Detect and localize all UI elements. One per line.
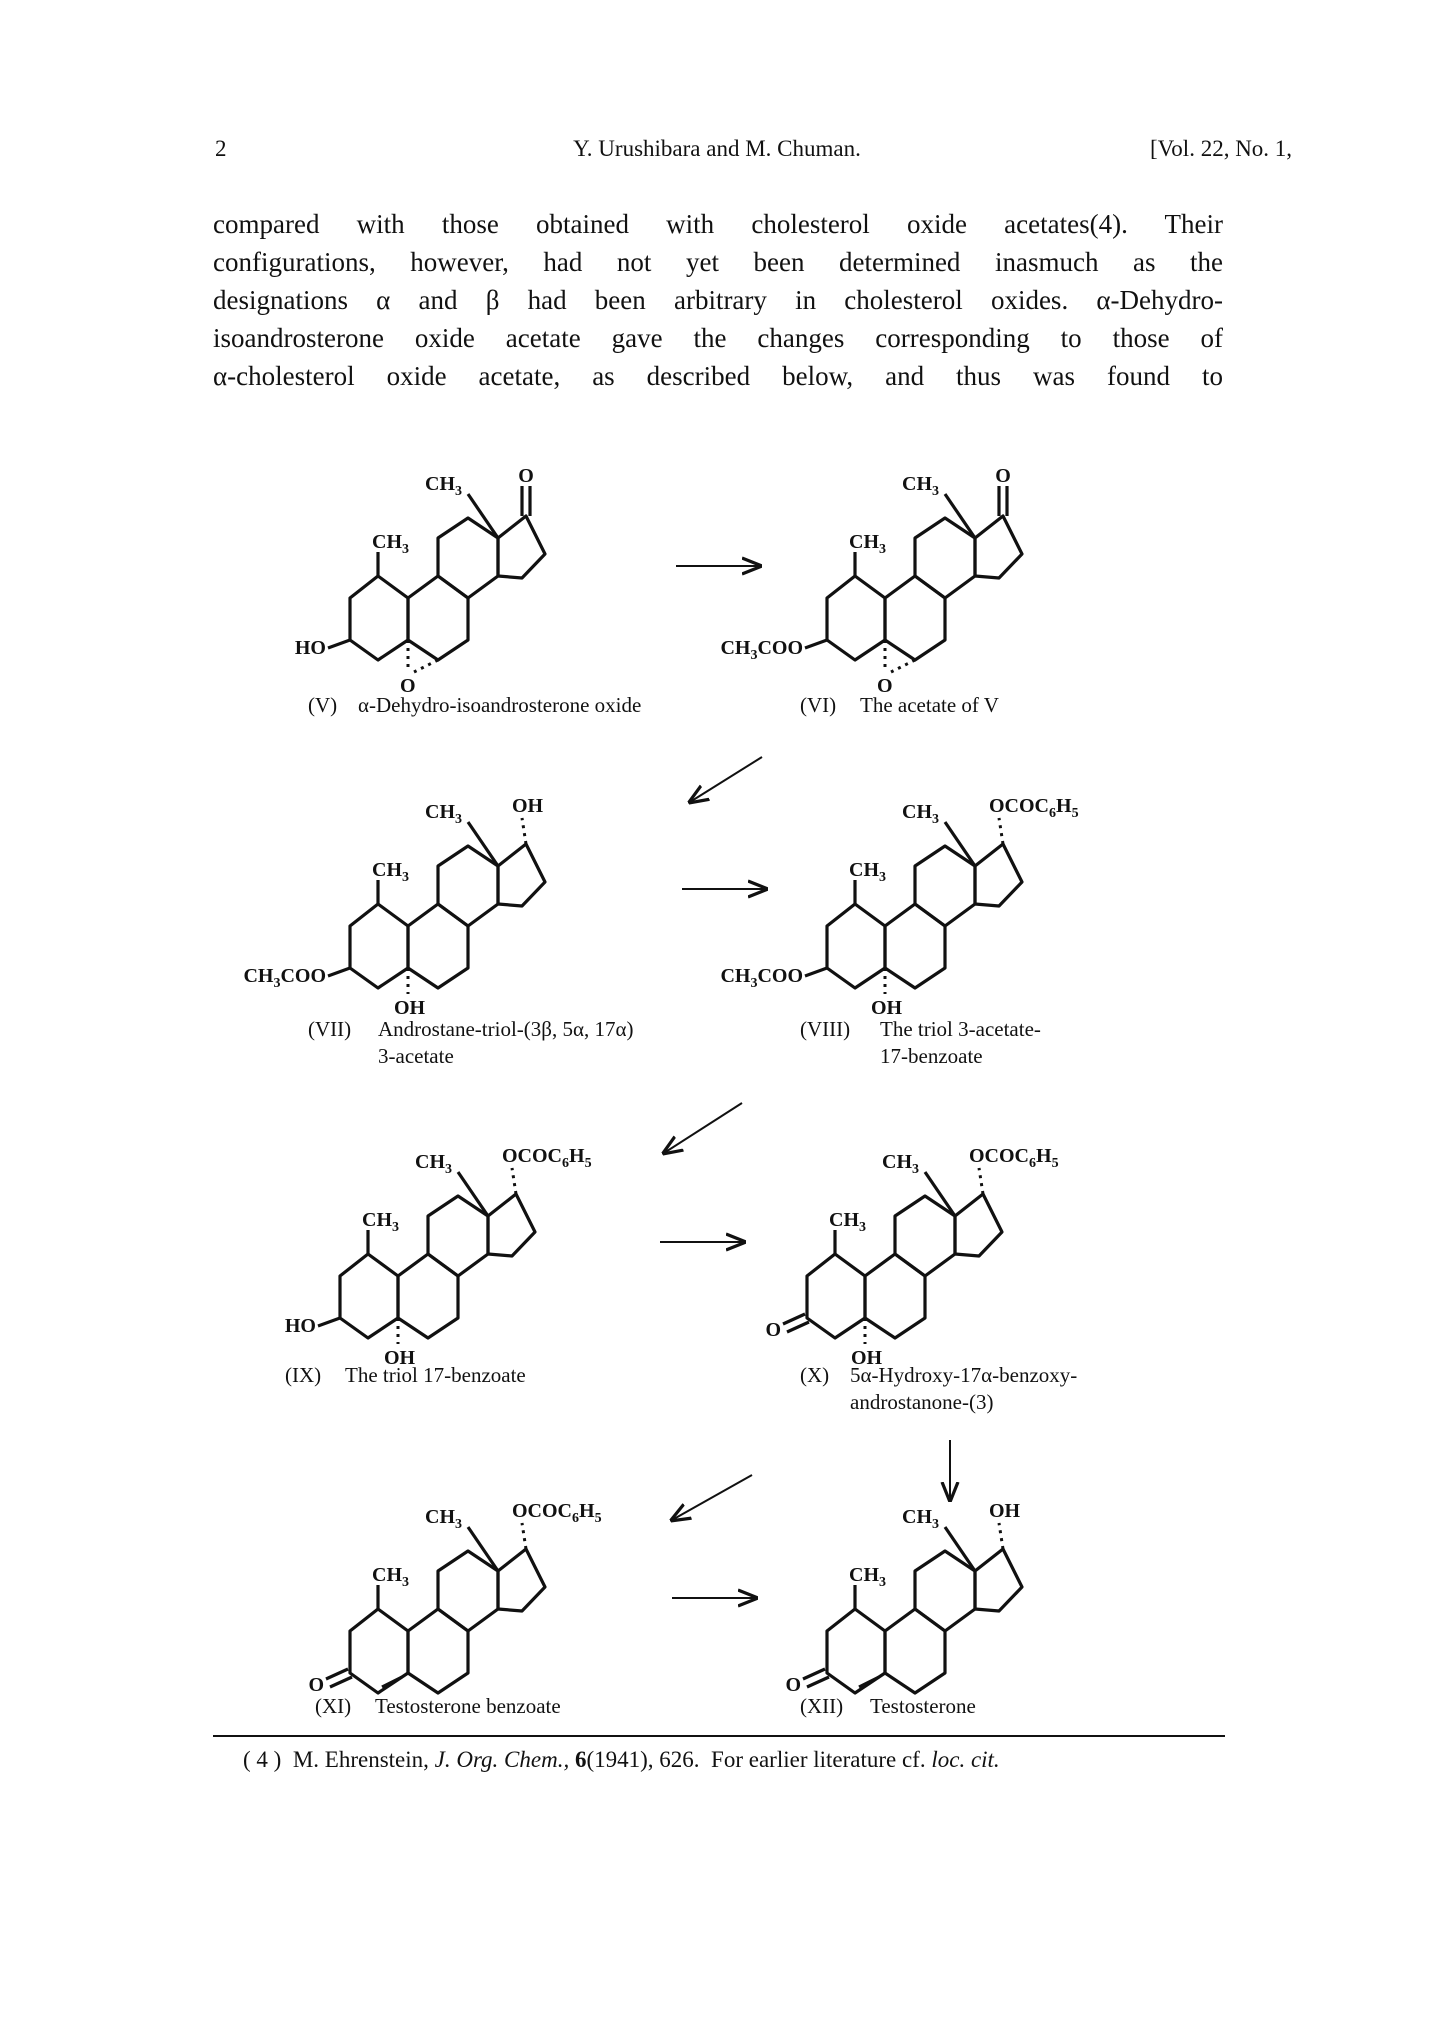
body-line: α-cholesterol oxide acetate, as described below, and thus was found to [213,361,1223,391]
ring-c [915,518,975,598]
c18-methyl-label: $CH_3$ [902,1506,939,1532]
c17-benzoate-bond [979,1168,983,1194]
c18-methyl-label: $CH_3$ [415,1151,452,1177]
c18-methyl-label: $CH_3$ [882,1151,919,1177]
ring-c [438,518,498,598]
compound-name: Androstane-triol-(3β, 5α, 17α) [378,1017,634,1041]
ring-a [350,904,408,988]
c18-methyl-bond [468,494,498,538]
compound-name: The triol 17-benzoate [345,1363,526,1387]
ring-d [975,516,1022,578]
compound-name: The acetate of V [860,693,999,717]
c19-methyl-label: $CH_3$ [362,1209,399,1235]
ring-b [408,576,468,660]
footnote-year-page: (1941), 626. [586,1747,700,1772]
c3-bond [805,968,827,976]
c3-carbonyl-bond [807,1677,829,1687]
c17-benzoate-bond [522,1523,526,1549]
footnote-number: ( 4 ) [243,1747,282,1772]
c3-ketone-label: O [308,1674,324,1696]
c17-hydroxyl-bond [999,1523,1003,1549]
ring-d [488,1194,535,1256]
epoxide-bond [414,660,438,672]
c5-hydroxyl-label: OH [871,997,903,1019]
c3-bond [318,1318,340,1326]
footnote-rule [213,1735,1225,1737]
c17-hydroxyl-bond [522,818,526,844]
compound-name-line2: 17-benzoate [880,1044,983,1068]
c18-methyl-bond [945,822,975,866]
body-line: designations α and β had been arbitrary in cholesterol oxides. α-Dehydro- [213,285,1223,315]
c3-carbonyl-bond [787,1322,809,1332]
ring-a [350,576,408,660]
c3-carbonyl-bond [803,1669,825,1679]
c17-benzoate-label: $OCOC_6H_5$ [512,1500,602,1526]
footnote-volume: 6 [574,1747,587,1772]
c3-hydroxyl-label: HO [294,637,326,659]
ring-b [885,1609,945,1693]
reaction-arrow-diagonal [672,1475,752,1520]
compound-name: Testosterone [870,1694,976,1718]
compound-number: (IX) [285,1363,322,1387]
c17-benzoate-label: $OCOC_6H_5$ [502,1145,592,1171]
c3-ketone-label: O [785,1674,801,1696]
c17-ketone-label: O [995,465,1011,487]
c3-acetoxy-label: $CH_3COO$ [720,637,803,663]
ring-b [408,904,468,988]
c3-bond [328,640,350,648]
c19-methyl-label: $CH_3$ [829,1209,866,1235]
compound-number: (V) [308,693,338,717]
ring-d [498,516,545,578]
body-line: configurations, however, had not yet been determined inasmuch as the [213,247,1223,277]
c18-methyl-label: $CH_3$ [425,473,462,499]
c19-methyl-label: $CH_3$ [372,1564,409,1590]
c17-benzoate-label: $OCOC_6H_5$ [989,795,1079,821]
compound-name-line2: androstanone-(3) [850,1390,994,1414]
c17-benzoate-label: $OCOC_6H_5$ [969,1145,1059,1171]
ring-a [340,1254,398,1338]
c3-acetoxy-label: $CH_3COO$ [243,965,326,991]
compound-name: The triol 3-acetate- [880,1017,1041,1041]
ring-d [498,844,545,906]
compound-number: (VII) [308,1017,352,1041]
ring-b [398,1254,458,1338]
c17-ketone-label: O [518,465,534,487]
reaction-arrow-diagonal [690,757,762,802]
c3-ketone-label: O [765,1319,781,1341]
ring-c [438,1551,498,1631]
compound-number: (XI) [315,1694,352,1718]
c3-carbonyl-bond [330,1677,352,1687]
c18-methyl-bond [468,822,498,866]
c3-bond [328,968,350,976]
ring-c [895,1196,955,1276]
body-line: isoandrosterone oxide acetate gave the changes corresponding to those of [213,323,1223,353]
c18-methyl-bond [925,1172,955,1216]
c18-methyl-bond [468,1527,498,1571]
epoxide-oxygen: O [400,675,416,697]
c18-methyl-bond [945,1527,975,1571]
ring-a [827,904,885,988]
ring-b [408,1609,468,1693]
c17-hydroxyl-label: OH [989,1500,1021,1522]
compound-name: Testosterone benzoate [375,1694,561,1718]
c18-methyl-label: $CH_3$ [425,1506,462,1532]
c18-methyl-bond [458,1172,488,1216]
ring-b [885,904,945,988]
c19-methyl-label: $CH_3$ [372,859,409,885]
compound-number: (X) [800,1363,830,1387]
volume-info: [Vol. 22, No. 1, [1150,136,1293,161]
c18-methyl-label: $CH_3$ [425,801,462,827]
ring-d [498,1549,545,1611]
compound-name-line2: 3-acetate [378,1044,454,1068]
ring-b [865,1254,925,1338]
compound-number: (VI) [800,693,837,717]
footnote-text: For earlier literature cf. [711,1747,926,1772]
c3-acetoxy-label: $CH_3COO$ [720,965,803,991]
c3-bond [805,640,827,648]
ring-a [807,1254,865,1338]
compound-name: 5α-Hydroxy-17α-benzoxy- [850,1363,1078,1387]
footnote-loc: loc. cit. [931,1747,1000,1772]
c19-methyl-label: $CH_3$ [372,531,409,557]
epoxide-oxygen: O [877,675,893,697]
ring-c [428,1196,488,1276]
c3-carbonyl-bond [326,1669,348,1679]
c5-hydroxyl-label: OH [851,1347,883,1369]
c5-hydroxyl-label: OH [394,997,426,1019]
ring-c [915,846,975,926]
c5-hydroxyl-label: OH [384,1347,416,1369]
body-line: compared with those obtained with cholesterol oxide acetates(4). Their [213,209,1223,239]
ring-c [438,846,498,926]
c18-methyl-bond [945,494,975,538]
page-number: 2 [215,136,227,161]
ring-d [975,1549,1022,1611]
ring-b [885,576,945,660]
compound-number: (XII) [800,1694,844,1718]
c3-hydroxyl-label: HO [284,1315,316,1337]
c17-benzoate-bond [999,818,1003,844]
ring-a [350,1609,408,1693]
c18-methyl-label: $CH_3$ [902,473,939,499]
c19-methyl-label: $CH_3$ [849,1564,886,1590]
ring-c [915,1551,975,1631]
footnote [243,1747,1000,1773]
ring-d [955,1194,1002,1256]
running-title: Y. Urushibara and M. Chuman. [573,136,861,161]
footnote-journal: J. Org. Chem., [434,1747,570,1772]
c3-carbonyl-bond [783,1314,805,1324]
ring-d [975,844,1022,906]
c17-benzoate-bond [512,1168,516,1194]
compound-name: α-Dehydro-isoandrosterone oxide [358,693,642,717]
footnote-author: M. Ehrenstein, [292,1747,429,1772]
c18-methyl-label: $CH_3$ [902,801,939,827]
ring-a [827,576,885,660]
epoxide-bond [891,660,915,672]
compound-number: (VIII) [800,1017,851,1041]
ring-a [827,1609,885,1693]
c19-methyl-label: $CH_3$ [849,531,886,557]
reaction-arrow-diagonal [664,1103,742,1153]
c17-hydroxyl-label: OH [512,795,544,817]
c19-methyl-label: $CH_3$ [849,859,886,885]
